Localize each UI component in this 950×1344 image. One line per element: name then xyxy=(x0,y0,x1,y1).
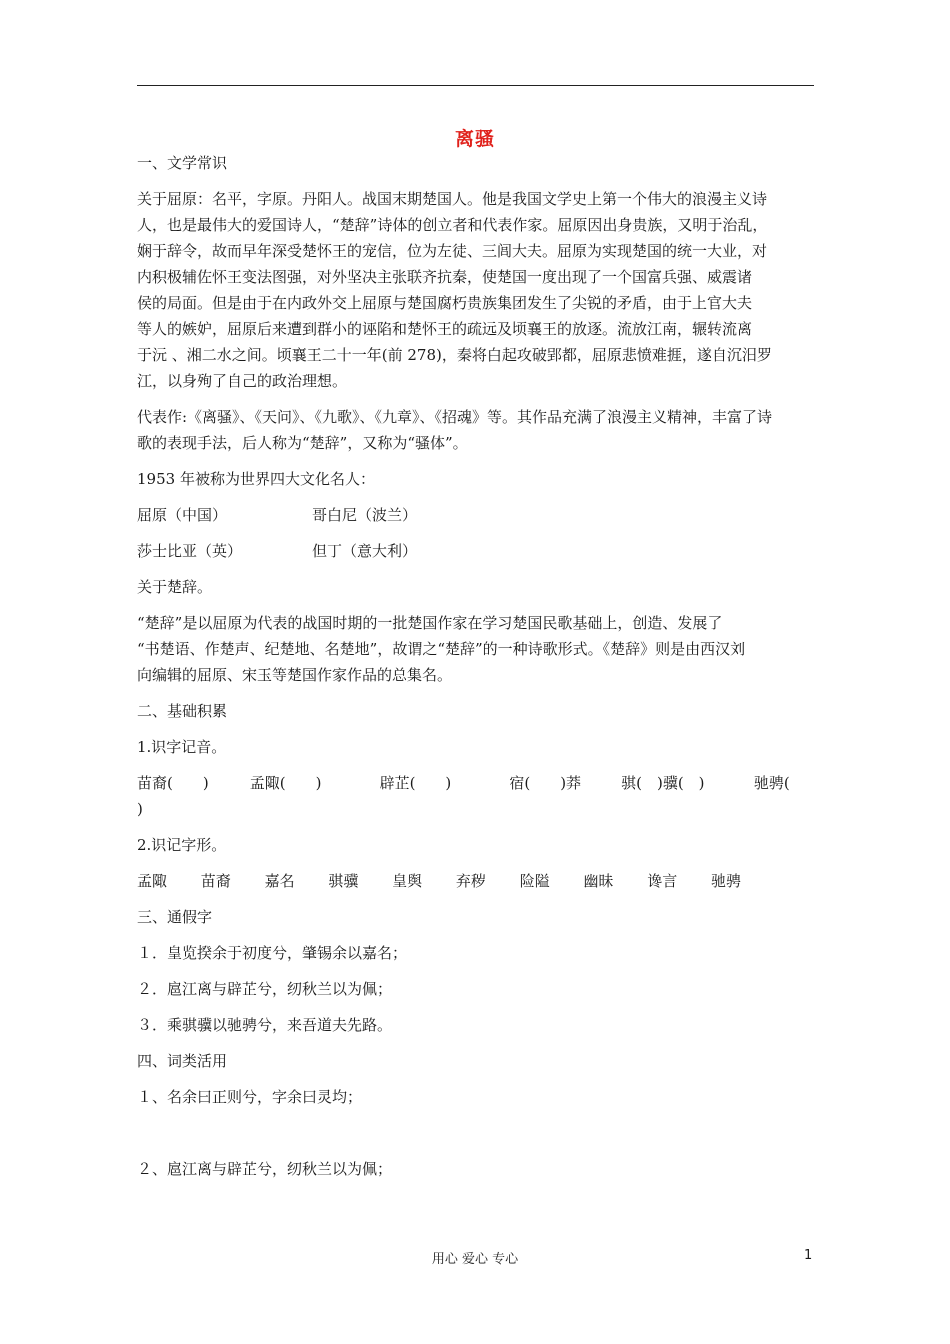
famous-person: 屈原（中国） xyxy=(137,506,228,524)
works-paragraph xyxy=(137,404,818,456)
bio-line: 于沅 、湘二水之间。顷襄王二十一年(前 278)，秦将白起攻破郢都，屈原悲愤难捱，遂自沉汨罗 xyxy=(137,346,772,364)
pron-item: 宿( )莽 xyxy=(509,774,582,792)
pron-wrap: ) xyxy=(137,800,143,818)
bio-line: 关于屈原：名平，字原。丹阳人。战国末期楚国人。他是我国文学史上第一个伟大的浪漫主义诗 xyxy=(137,190,768,208)
form-item: 嘉名 xyxy=(264,872,295,890)
pron-item: 孟陬( ) xyxy=(249,774,322,792)
tongjia-item: ２．扈江离与辟芷兮，纫秋兰以为佩； xyxy=(137,980,393,998)
section-heading-tongjia: 三、通假字 xyxy=(137,908,213,926)
bio-line: 人，也是最伟大的爱国诗人，“楚辞”诗体的创立者和代表作家。屈原因出身贵族，又明于治乱， xyxy=(137,216,768,234)
form-item: 谗言 xyxy=(647,872,678,890)
form-item: 驰骋 xyxy=(711,872,742,890)
pronunciation-heading: 1.识字记音。 xyxy=(137,738,227,756)
page-title: 离骚 xyxy=(454,128,495,150)
works-line: 歌的表现手法，后人称为“楚辞”，又称为“骚体”。 xyxy=(137,434,468,452)
cilei-item: ２、扈江离与辟芷兮，纫秋兰以为佩； xyxy=(137,1160,393,1178)
form-item: 幽昧 xyxy=(583,872,614,890)
famous-intro: 1953 年被称为世界四大文化名人： xyxy=(137,470,375,488)
pronunciation-row xyxy=(137,770,818,796)
bio-line: 侯的局面。但是由于在内政外交上屈原与楚国腐朽贵族集团发生了尖锐的矛盾，由于上官大夫 xyxy=(137,294,753,312)
section-heading-basics: 二、基础积累 xyxy=(137,702,228,720)
pron-item: 驰骋( xyxy=(753,774,790,792)
famous-row xyxy=(137,502,818,528)
chuci-line: “楚辞”是以屈原为代表的战国时期的一批楚国作家在学习楚国民歌基础上，创造、发展了 xyxy=(137,614,723,632)
bio-line: 内积极辅佐怀王变法图强，对外坚决主张联齐抗秦，使楚国一度出现了一个国富兵强、威震诸 xyxy=(137,268,753,286)
tongjia-item: ３．乘骐骥以驰骋兮，来吾道夫先路。 xyxy=(137,1016,393,1034)
form-item: 弃秽 xyxy=(455,872,486,890)
tongjia-item: １．皇览揆余于初度兮，肇锡余以嘉名； xyxy=(137,944,408,962)
pron-item: 苗裔( ) xyxy=(137,774,209,792)
chuci-paragraph xyxy=(137,610,818,688)
header-rule xyxy=(137,85,814,86)
bio-line: 等人的嫉妒，屈原后来遭到群小的诬陷和楚怀王的疏远及顷襄王的放逐。流放江南，辗转流离 xyxy=(137,320,753,338)
form-item: 孟陬 xyxy=(137,872,168,890)
bio-line: 江，以身殉了自己的政治理想。 xyxy=(137,372,348,390)
form-row xyxy=(137,868,818,894)
form-item: 骐骥 xyxy=(328,872,359,890)
pron-item: 骐( )骥( ) xyxy=(621,774,705,792)
famous-person: 但丁（意大利） xyxy=(312,542,418,560)
pron-item: 辟芷( ) xyxy=(379,774,452,792)
bio-paragraph xyxy=(137,186,818,394)
bio-line: 娴于辞令，故而早年深受楚怀王的宠信，位为左徒、三闾大夫。屈原为实现楚国的统一大业，对 xyxy=(137,242,768,260)
famous-person: 哥白尼（波兰） xyxy=(312,506,418,524)
form-item: 苗裔 xyxy=(200,872,231,890)
form-item: 险隘 xyxy=(519,872,550,890)
famous-row xyxy=(137,538,818,564)
chuci-line: 向编辑的屈原、宋玉等楚国作家作品的总集名。 xyxy=(137,666,453,684)
works-line: 代表作:《离骚》、《天问》、《九歌》、《九章》、《招魂》等。其作品充满了浪漫主义精神，丰富了诗 xyxy=(137,408,773,426)
form-item: 皇舆 xyxy=(392,872,423,890)
document-body xyxy=(137,150,818,1182)
section-heading-literature: 一、文学常识 xyxy=(137,154,228,172)
famous-person: 莎士比亚（英） xyxy=(137,542,243,560)
page-number: 1 xyxy=(804,1248,813,1263)
chuci-line: “书楚语、作楚声、纪楚地、名楚地”，故谓之“楚辞”的一种诗歌形式。《楚辞》则是由西汉刘 xyxy=(137,640,746,658)
footer-slogan: 用心 爱心 专心 xyxy=(431,1252,519,1267)
section-heading-cilei: 四、词类活用 xyxy=(137,1052,228,1070)
cilei-item: １、名余曰正则兮，字余曰灵均； xyxy=(137,1088,363,1106)
chuci-heading: 关于楚辞。 xyxy=(137,578,213,596)
form-heading: 2.识记字形。 xyxy=(137,836,227,854)
